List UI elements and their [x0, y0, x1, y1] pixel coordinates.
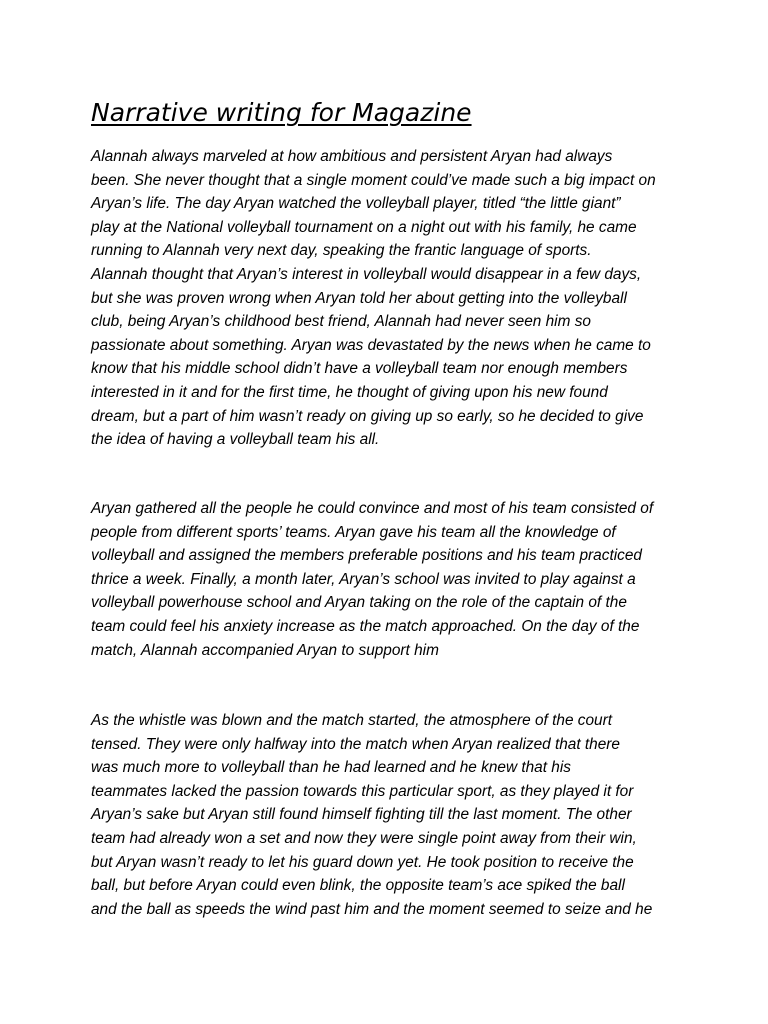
- text-line: know that his middle school didn’t have a volleyball team nor enough members: [91, 360, 628, 378]
- text-line: volleyball powerhouse school and Aryan taking on the role of the captain of the: [91, 594, 627, 612]
- paragraph-2: [91, 497, 653, 662]
- text-line: teammates lacked the passion towards this particular sport, as they played it for: [91, 782, 634, 800]
- text-line: match, Alannah accompanied Aryan to support him: [91, 641, 439, 659]
- text-line: passionate about something. Aryan was devastated by the news when he came to: [91, 336, 651, 354]
- text-line: dream, but a part of him wasn’t ready on giving up so early, so he decided to give: [91, 407, 644, 425]
- text-line: ball, but before Aryan could even blink, the opposite team’s ace spiked the ball: [91, 877, 625, 895]
- text-line: Aryan gathered all the people he could convince and most of his team consisted of: [91, 500, 654, 517]
- text-line: As the whistle was blown and the match started, the atmosphere of the court: [91, 712, 612, 729]
- text-line: Aryan’s sake but Aryan still found himself fighting till the last moment. The other: [91, 806, 632, 824]
- text-line: Aryan’s life. The day Aryan watched the volleyball player, titled “the little giant”: [91, 195, 621, 213]
- document-title: Narrative writing for Magazine: [91, 98, 472, 127]
- text-line: Alannah always marveled at how ambitious and persistent Aryan had always: [91, 148, 613, 165]
- text-line: was much more to volleyball than he had learned and he knew that his: [91, 759, 571, 777]
- text-line: been. She never thought that a single moment could’ve made such a big impact on: [91, 171, 656, 189]
- text-line: volleyball and assigned the members preferable positions and his team practiced: [91, 547, 642, 565]
- text-line: people from different sports’ teams. Aryan gave his team all the knowledge of: [91, 523, 616, 541]
- text-line: but she was proven wrong when Aryan told her about getting into the volleyball: [91, 289, 627, 307]
- text-line: and the ball as speeds the wind past him and the moment seemed to seize and he: [91, 900, 653, 918]
- paragraph-1: [91, 145, 656, 452]
- text-line: running to Alannah very next day, speaking the frantic language of sports.: [91, 242, 592, 260]
- paragraph-3: [91, 709, 652, 921]
- text-line: team could feel his anxiety increase as the match approached. On the day of the: [91, 617, 640, 635]
- text-line: tensed. They were only halfway into the match when Aryan realized that there: [91, 735, 620, 753]
- text-line: team had already won a set and now they were single point away from their win,: [91, 829, 637, 847]
- text-line: thrice a week. Finally, a month later, Aryan’s school was invited to play against a: [91, 570, 636, 588]
- text-line: but Aryan wasn’t ready to let his guard down yet. He took position to receive the: [91, 853, 634, 871]
- text-line: Alannah thought that Aryan’s interest in volleyball would disappear in a few days,: [91, 265, 642, 283]
- text-line: club, being Aryan’s childhood best friend, Alannah had never seen him so: [91, 313, 591, 331]
- text-line: play at the National volleyball tournament on a night out with his family, he came: [91, 218, 637, 236]
- text-line: the idea of having a volleyball team his all.: [91, 431, 380, 449]
- text-line: interested in it and for the first time, he thought of giving upon his new found: [91, 383, 608, 401]
